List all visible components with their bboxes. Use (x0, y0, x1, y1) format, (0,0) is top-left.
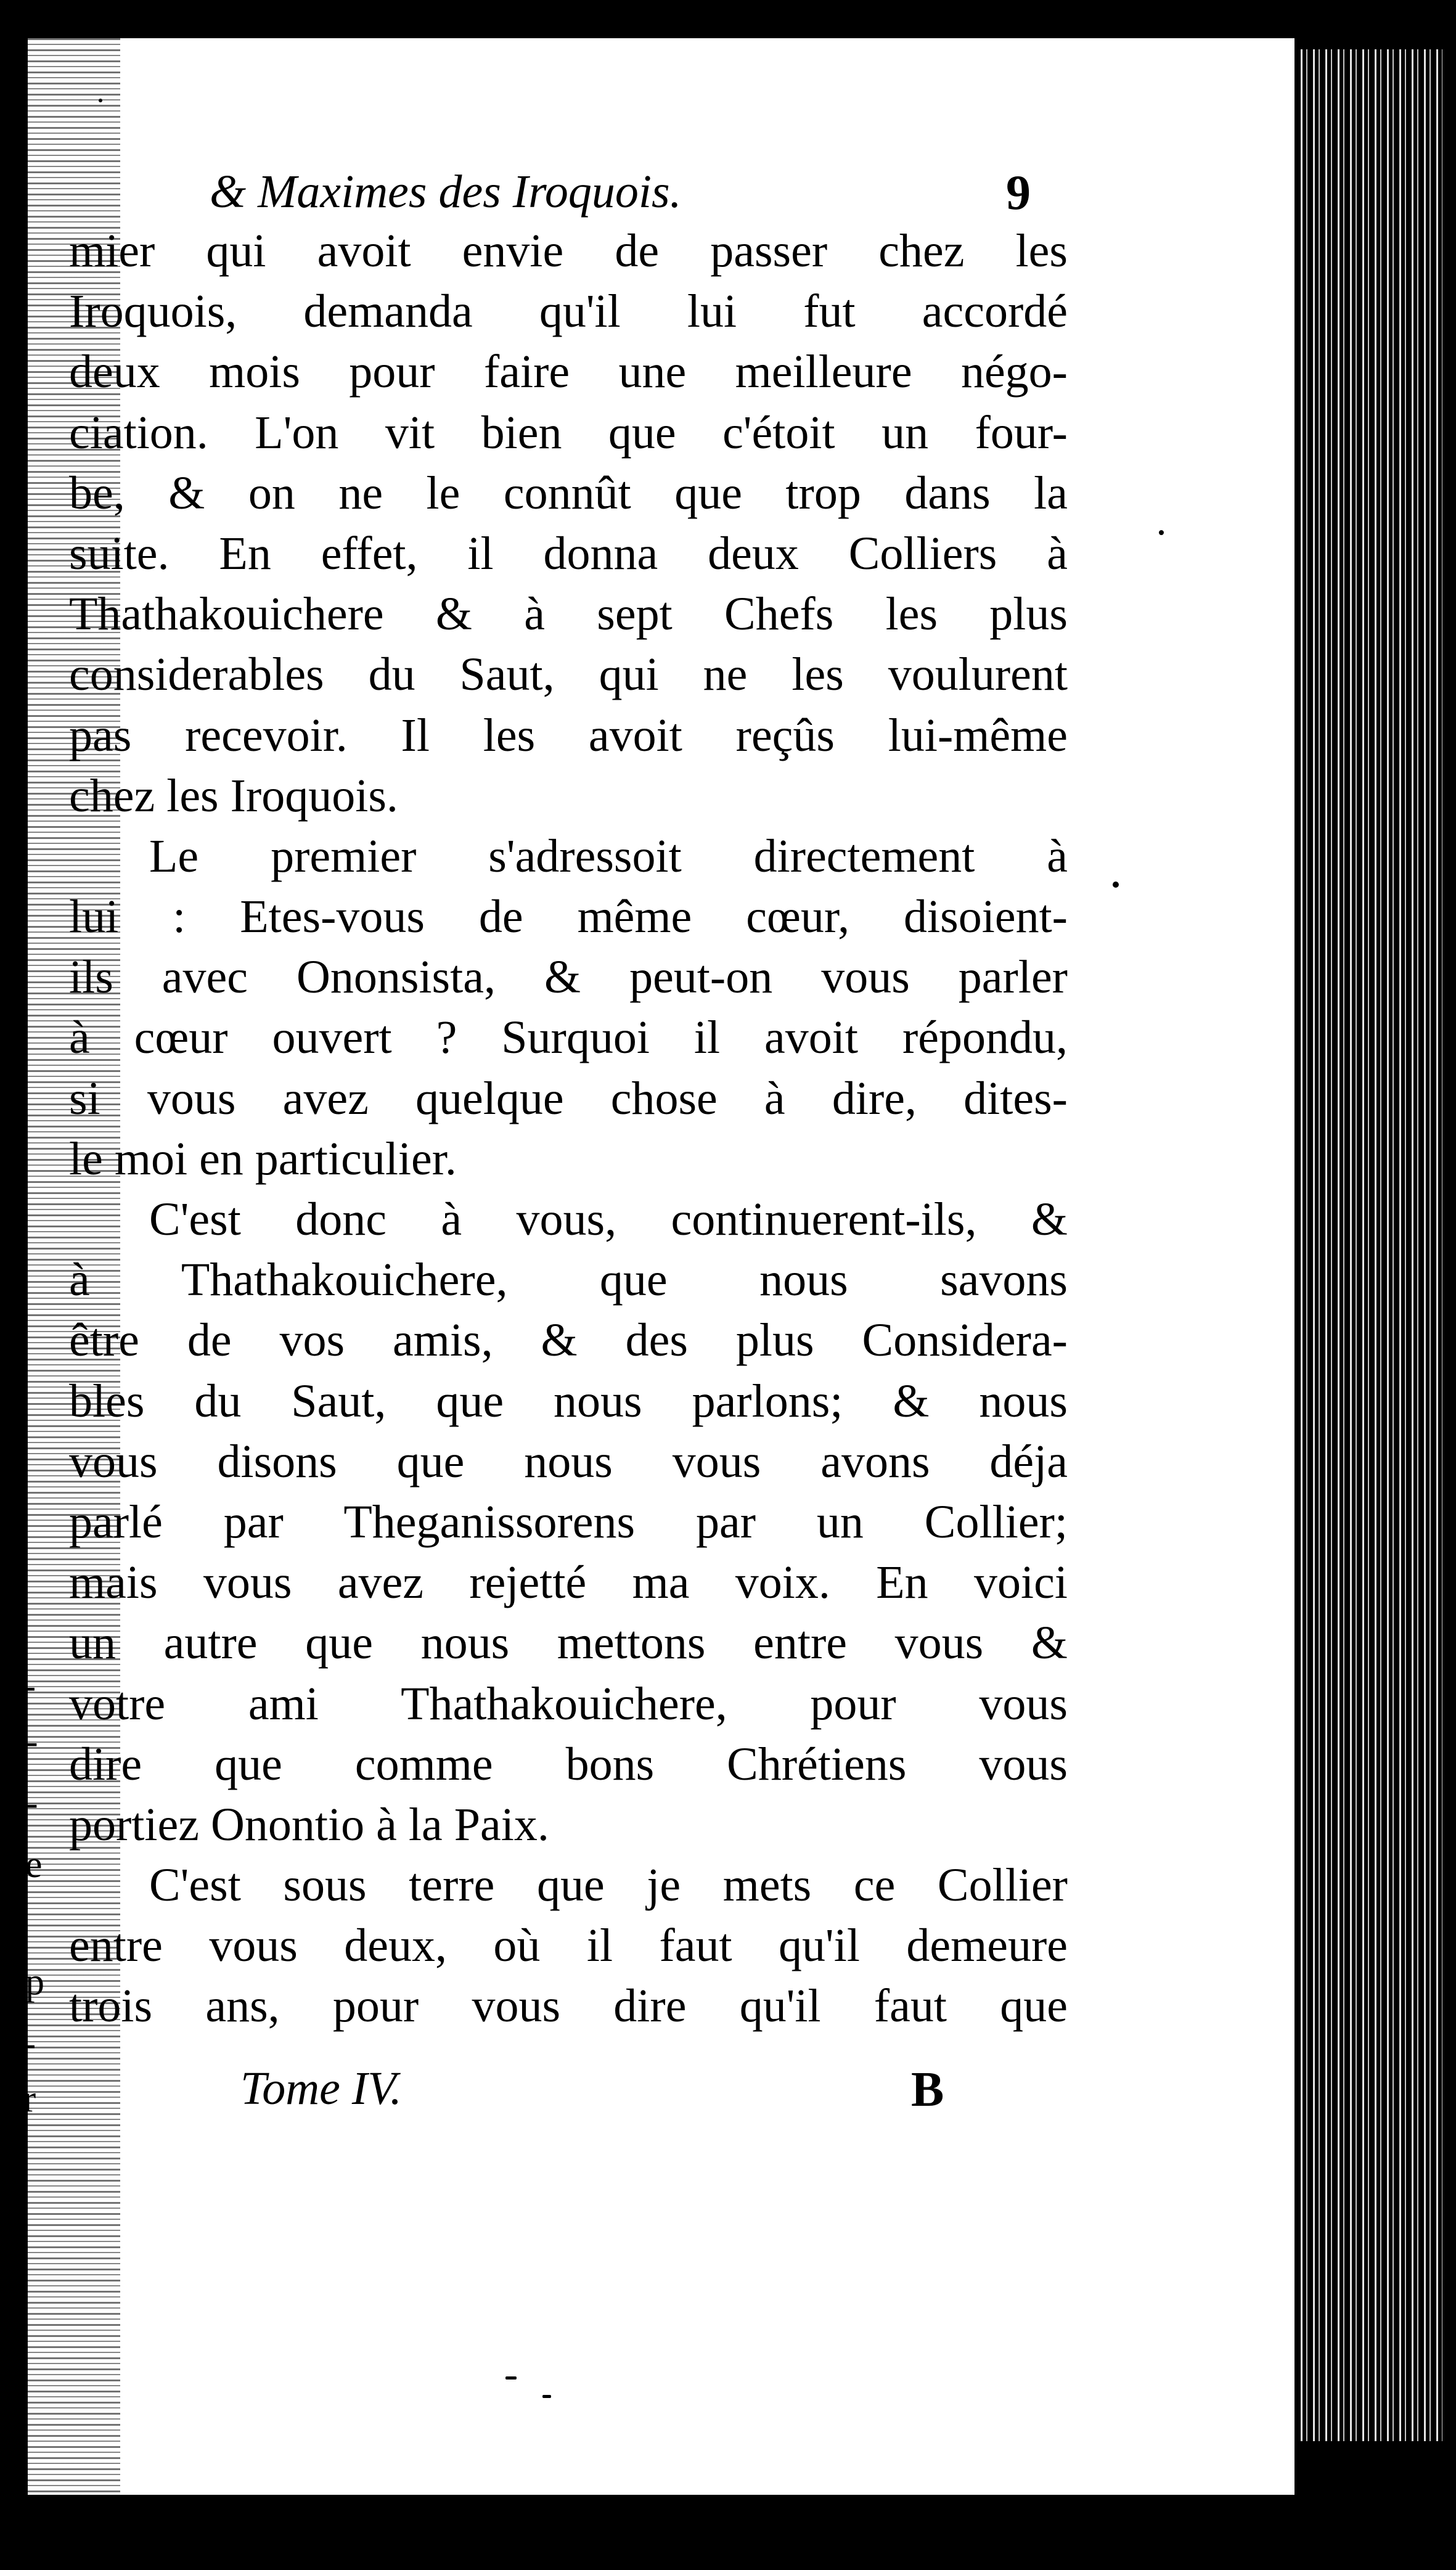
margin-fragment: de (6, 1844, 43, 1886)
text-line: ils avec Ononsista, & peut-on vous parler (69, 951, 1068, 1004)
facing-page-fragments (0, 0, 44, 2570)
margin-fragment: op (6, 1961, 44, 2003)
text-line: le moi en particulier. (69, 1132, 457, 1185)
margin-fragment: t (6, 1603, 17, 1645)
text-line: mais vous avez rejetté ma voix. En voici (69, 1557, 1068, 1609)
signature-letter: B (911, 2063, 944, 2117)
text-line: C'est donc à vous, continuerent-ils, & (149, 1193, 1068, 1245)
margin-fragment: t (6, 1548, 17, 1590)
text-line: entre vous deux, où il faut qu'il demeure (69, 1920, 1068, 1972)
margin-fragment: e- (6, 2023, 36, 2065)
text-line: bles du Saut, que nous parlons; & nous (69, 1375, 1068, 1427)
text-line: considerables du Saut, qui ne les voulurent (69, 649, 1068, 701)
signature-volume: Tome IV. (240, 2063, 402, 2114)
text-line: Iroquois, demanda qu'il lui fut accordé (69, 285, 1068, 338)
text-line: lui : Etes-vous de même cœur, disoient- (69, 891, 1068, 943)
ink-speck (99, 99, 102, 102)
margin-fragment: t (6, 1246, 17, 1288)
page-number: 9 (1006, 166, 1031, 220)
text-line: dire que comme bons Chrétiens vous (69, 1738, 1068, 1790)
margin-fragment: e- (6, 1665, 36, 1707)
ink-speck (542, 2395, 551, 2398)
text-line: C'est sous terre que je mets ce Collier (149, 1859, 1068, 1912)
text-line: trois ans, pour vous dire qu'il faut que (69, 1980, 1068, 2032)
book-edge-pages (1301, 49, 1442, 2441)
text-line: un autre que nous mettons entre vous & (69, 1617, 1068, 1669)
text-line: vous disons que nous vous avons déja (69, 1435, 1068, 1488)
body-text (69, 221, 1068, 2037)
ink-speck (505, 2376, 517, 2380)
margin-fragment: a (6, 1363, 23, 1405)
text-line: chez les Iroquois. (69, 769, 398, 822)
text-line: Thathakouichere & à sept Chefs les plus (69, 588, 1068, 640)
margin-fragment: - (6, 1486, 19, 1528)
text-line: Le premier s'adressoit directement à (149, 830, 1068, 882)
text-line: portiez Onontio à la Paix. (69, 1798, 549, 1851)
text-line: mier qui avoit envie de passer chez les (69, 225, 1068, 277)
text-line: si vous avez quelque chose à dire, dites- (69, 1072, 1068, 1124)
margin-fragment: s (6, 1425, 22, 1467)
text-line: à Thathakouichere, que nous savons (69, 1254, 1068, 1306)
margin-fragment: n- (6, 1782, 38, 1824)
margin-fragment: t (6, 1308, 17, 1349)
text-line: à cœur ouvert ? Surquoi il avoit répondu, (69, 1012, 1068, 1064)
margin-fragment: er (6, 2078, 36, 2120)
ink-speck (1113, 882, 1119, 888)
text-line: votre ami Thathakouichere, pour vous (69, 1677, 1068, 1730)
text-line: parlé par Theganissorens par un Collier; (69, 1496, 1068, 1548)
text-line: ciation. L'on vit bien que c'étoit un four- (69, 406, 1068, 459)
text-line: deux mois pour faire une meilleure négo- (69, 346, 1068, 398)
ink-speck (1159, 530, 1164, 535)
text-line: be, & on ne le connût que trop dans la (69, 467, 1068, 519)
margin-fragment: u- (6, 1721, 38, 1762)
text-line: suite. En effet, il donna deux Colliers à (69, 527, 1068, 579)
text-line: pas recevoir. Il les avoit reçûs lui-même (69, 709, 1068, 761)
text-line: être de vos amis, & des plus Considera- (69, 1314, 1068, 1367)
running-head-title: & Maximes des Iroquois. (210, 166, 682, 218)
